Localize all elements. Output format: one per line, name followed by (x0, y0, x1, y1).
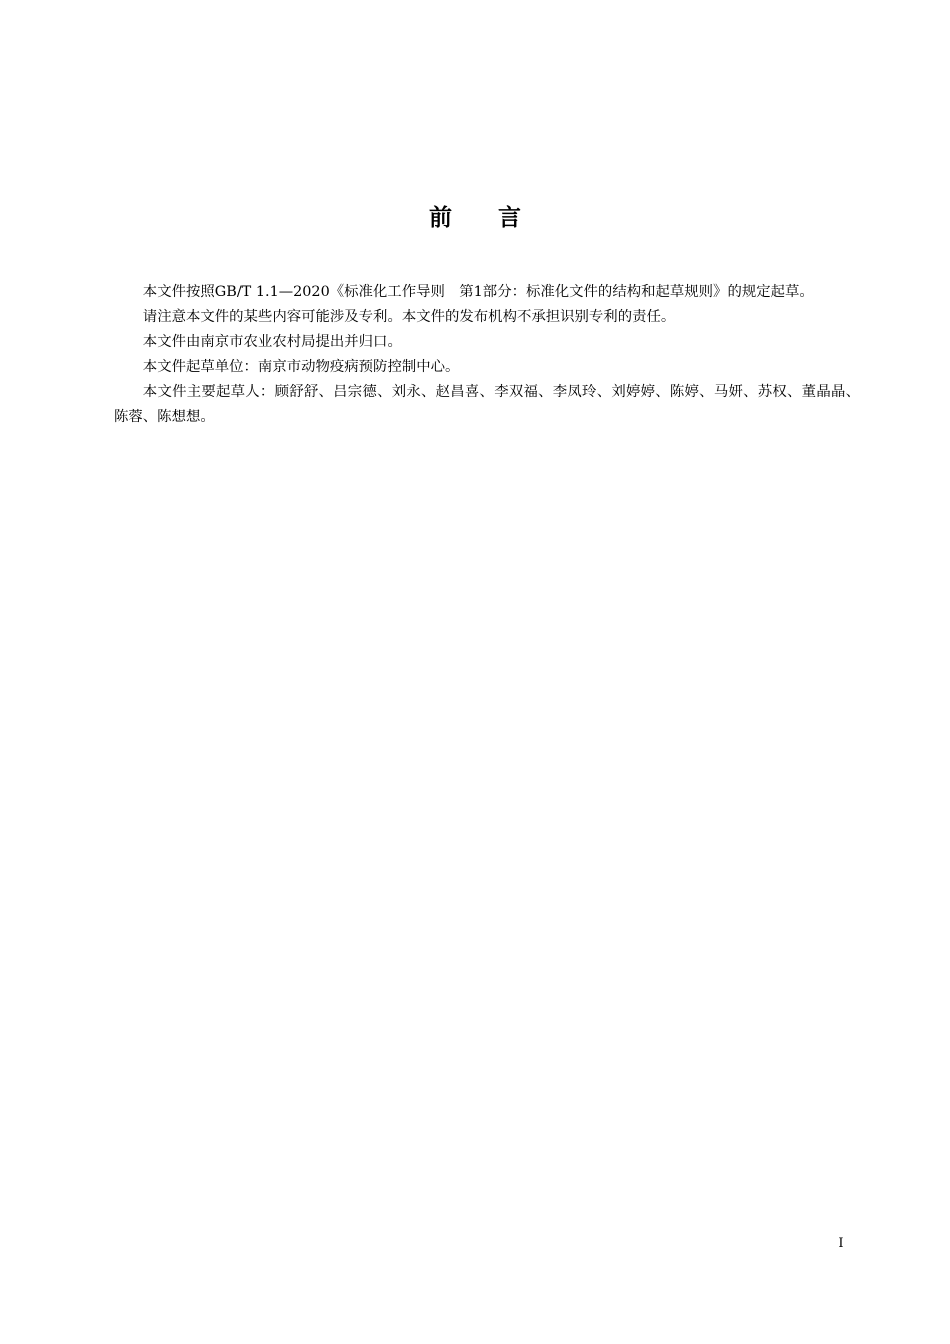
paragraph-main-drafters: 本文件主要起草人：顾舒舒、吕宗德、刘永、赵昌喜、李双福、李凤玲、刘婷婷、陈婷、马妍、苏权、董晶晶、陈蓉、陈想想。 (114, 384, 860, 425)
paragraph-drafting-rules: 本文件按照GB/T 1.1—2020《标准化工作导则 第1部分：标准化文件的结构和起草规则》的规定起草。 (142, 284, 814, 300)
paragraph-drafting-unit: 本文件起草单位：南京市动物疫病预防控制中心。 (142, 359, 460, 375)
paragraph-patent-notice: 请注意本文件的某些内容可能涉及专利。本文件的发布机构不承担识别专利的责任。 (142, 309, 676, 325)
page-title: 前言 (429, 205, 567, 231)
page-number: I (838, 1236, 844, 1251)
paragraph-proposer: 本文件由南京市农业农村局提出并归口。 (142, 334, 402, 350)
preface-body (114, 280, 860, 430)
